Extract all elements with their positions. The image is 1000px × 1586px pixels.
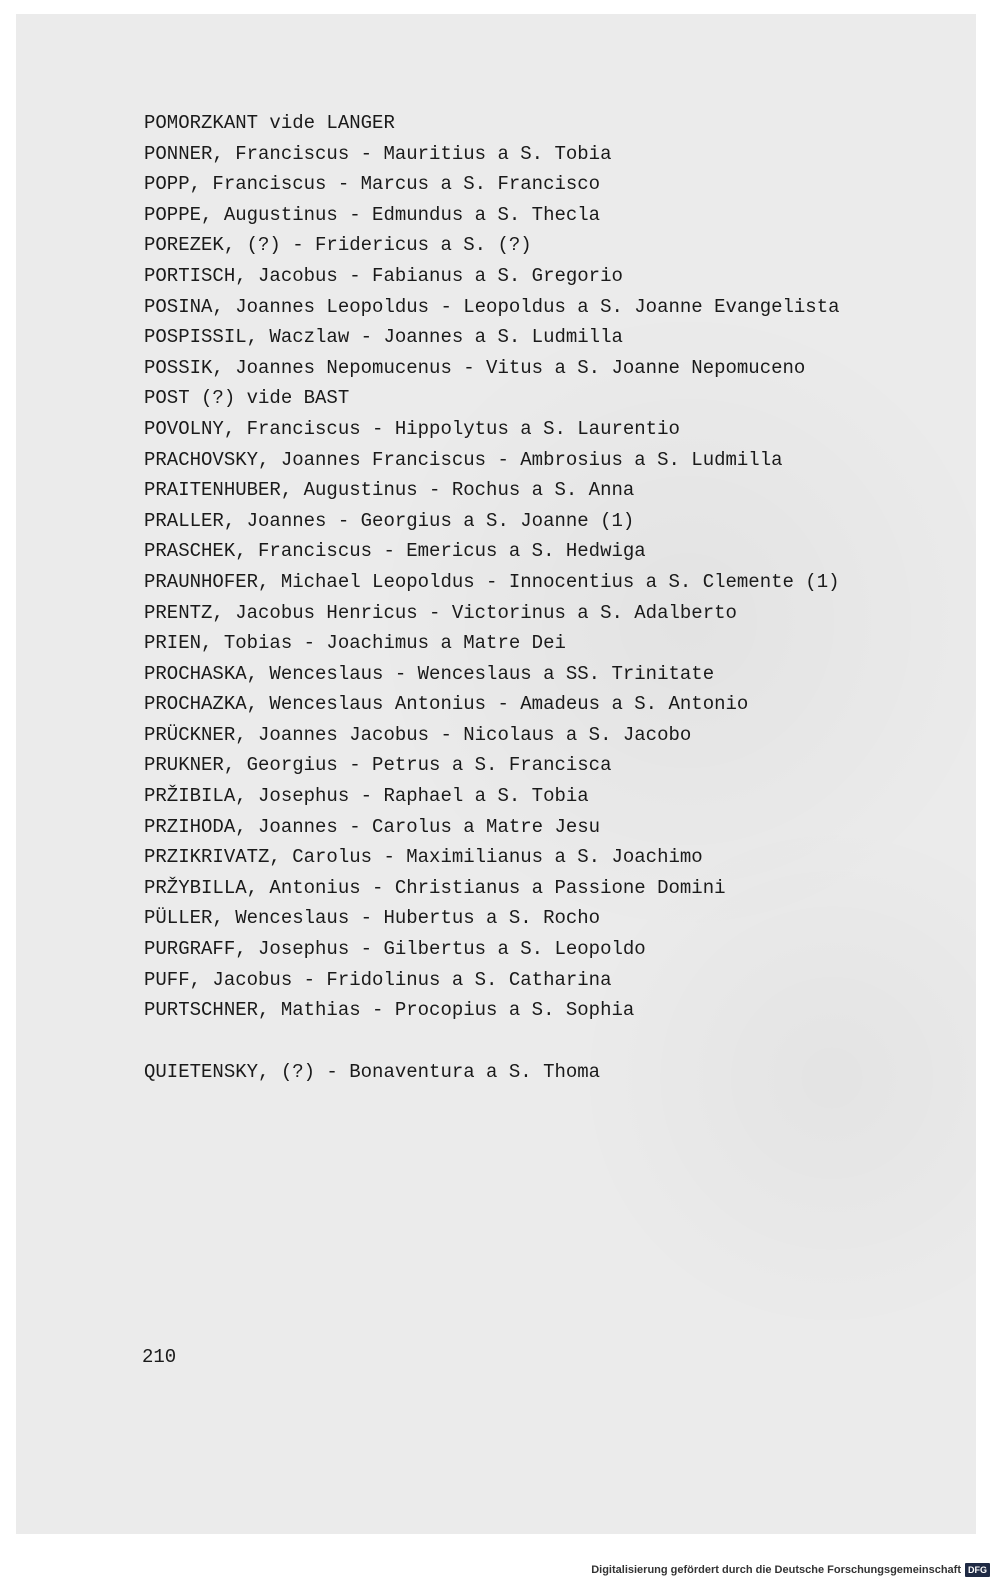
- index-entry: QUIETENSKY, (?) - Bonaventura a S. Thoma: [144, 1061, 601, 1083]
- index-entry: PRZIHODA, Joannes - Carolus a Matre Jesu: [144, 815, 601, 838]
- index-entry: POST (?) vide BAST: [144, 387, 350, 410]
- entry-list-p: [144, 108, 840, 1026]
- index-entry: PONNER, Franciscus - Mauritius a S. Tobia: [144, 142, 612, 165]
- index-entry: PUFF, Jacobus - Fridolinus a S. Catharina: [144, 968, 612, 991]
- index-entry: PROCHAZKA, Wenceslaus Antonius - Amadeus a S. Antonio: [144, 693, 749, 716]
- index-entry: PURGRAFF, Josephus - Gilbertus a S. Leopoldo: [144, 938, 646, 961]
- index-entry: POSPISSIL, Waczlaw - Joannes a S. Ludmilla: [144, 326, 623, 349]
- index-entry: PRZIKRIVATZ, Carolus - Maximilianus a S. Joachimo: [144, 846, 703, 869]
- index-entry: POMORZKANT vide LANGER: [144, 112, 395, 134]
- index-entry: POSINA, Joannes Leopoldus - Leopoldus a S. Joanne Evangelista: [144, 295, 840, 318]
- scanned-page: [16, 14, 976, 1534]
- credit-text: Digitalisierung gefördert durch die Deutsche Forschungsgemeinschaft: [591, 1564, 961, 1576]
- index-entry: PURTSCHNER, Mathias - Procopius a S. Sophia: [144, 999, 635, 1022]
- index-entry: PRÜCKNER, Joannes Jacobus - Nicolaus a S. Jacobo: [144, 723, 692, 746]
- index-entry: PRENTZ, Jacobus Henricus - Victorinus a S. Adalberto: [144, 601, 737, 624]
- entry-list-q: [144, 1057, 600, 1088]
- index-entry: PRŽYBILLA, Antonius - Christianus a Passione Domini: [144, 876, 726, 899]
- index-entry: PRIEN, Tobias - Joachimus a Matre Dei: [144, 632, 566, 655]
- index-entry: POSSIK, Joannes Nepomucenus - Vitus a S. Joanne Nepomuceno: [144, 356, 806, 379]
- index-entry: PRAITENHUBER, Augustinus - Rochus a S. Anna: [144, 479, 635, 502]
- index-entry: PROCHASKA, Wenceslaus - Wenceslaus a SS. Trinitate: [144, 662, 715, 685]
- digitization-credit: [591, 1558, 990, 1582]
- index-entry: PRASCHEK, Franciscus - Emericus a S. Hedwiga: [144, 540, 646, 563]
- dfg-logo: DFG: [965, 1563, 990, 1577]
- index-entry: PRUKNER, Georgius - Petrus a S. Francisca: [144, 754, 612, 777]
- index-entry: PRACHOVSKY, Joannes Franciscus - Ambrosius a S. Ludmilla: [144, 448, 783, 471]
- index-entry: PRALLER, Joannes - Georgius a S. Joanne (1): [144, 509, 635, 532]
- index-entry: PRAUNHOFER, Michael Leopoldus - Innocentius a S. Clemente (1): [144, 570, 840, 593]
- index-entry: PORTISCH, Jacobus - Fabianus a S. Gregorio: [144, 264, 623, 287]
- index-entry: PRŽIBILA, Josephus - Raphael a S. Tobia: [144, 785, 589, 808]
- index-entry: POREZEK, (?) - Fridericus a S. (?): [144, 234, 532, 257]
- index-entry: POVOLNY, Franciscus - Hippolytus a S. Laurentio: [144, 417, 680, 440]
- index-entry: POPP, Franciscus - Marcus a S. Francisco: [144, 173, 601, 196]
- page-number: 210: [142, 1346, 177, 1368]
- index-entry: PÜLLER, Wenceslaus - Hubertus a S. Rocho: [144, 907, 601, 930]
- index-entry: POPPE, Augustinus - Edmundus a S. Thecla: [144, 203, 601, 226]
